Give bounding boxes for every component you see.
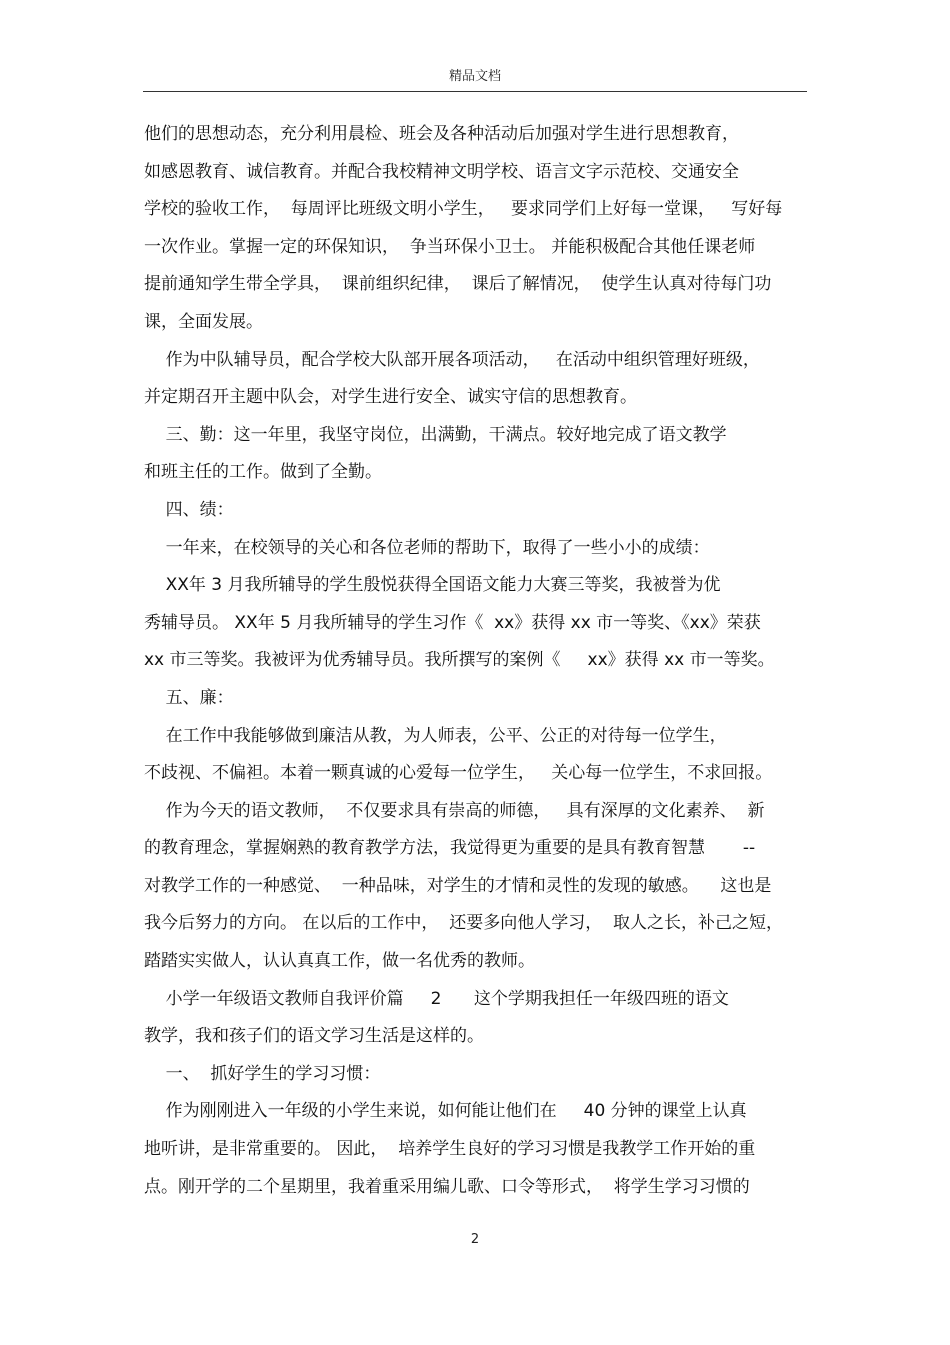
text-line: 点。刚开学的二个星期里，我着重采用编儿歌、口令等形式， 将学生学习习惯的 (144, 1176, 750, 1197)
text-line: 不歧视、不偏袒。本着一颗真诚的心爱每一位学生， 关心每一位学生，不求回报。 (144, 763, 773, 784)
text-line: 我今后努力的方向。 在以后的工作中， 还要多向他人学习， 取人之长，补己之短， (144, 913, 784, 934)
section-heading: 四、绩： (144, 499, 234, 520)
text-line: xx 市三等奖。我被评为优秀辅导员。我所撰写的案例《 xx》获得 xx 市一等奖。 (144, 650, 775, 671)
text-line: 一年来，在校领导的关心和各位老师的帮助下，取得了一些小小的成绩： (144, 537, 710, 558)
document-body (144, 116, 808, 1206)
text-line: 作为今天的语文教师， 不仅要求具有崇高的师德， 具有深厚的文化素养、 新 (144, 800, 765, 821)
text-line: 对教学工作的一种感觉、 一种品味，对学生的才情和灵性的发现的敏感。 这也是 (144, 875, 772, 896)
section-heading: 一、 抓好学生的学习习惯： (144, 1063, 381, 1084)
text-line: 在工作中我能够做到廉洁从教，为人师表，公平、公正的对待每一位学生， (144, 725, 727, 746)
text-line: 的教育理念，掌握娴熟的教育教学方法，我觉得更为重要的是具有教育智慧 -- (144, 838, 756, 859)
text-line: 和班主任的工作。做到了全勤。 (144, 462, 382, 483)
page-header: 精品文档 (448, 69, 501, 84)
text-line: 秀辅导员。 XX年 5 月我所辅导的学生习作《 xx》获得 xx 市一等奖、《xx》荣获 (144, 612, 761, 633)
section-heading: 五、廉： (144, 687, 234, 708)
text-line: 提前通知学生带全学具， 课前组织纪律， 课后了解情况， 使学生认真对待每门功 (144, 274, 772, 295)
page-number: 2 (470, 1232, 480, 1247)
text-line: 踏踏实实做人，认认真真工作，做一名优秀的教师。 (144, 951, 535, 972)
text-line: 学校的验收工作， 每周评比班级文明小学生， 要求同学们上好每一堂课， 写好每 (144, 199, 783, 220)
text-line: 一次作业。掌握一定的环保知识， 争当环保小卫士。 并能积极配合其他任课老师 (144, 236, 756, 257)
text-line: 课，全面发展。 (144, 311, 263, 332)
text-line: 作为中队辅导员，配合学校大队部开展各项活动， 在活动中组织管理好班级， (144, 349, 760, 370)
text-line: 地听讲，是非常重要的。 因此， 培养学生良好的学习习惯是我教学工作开始的重 (144, 1139, 756, 1160)
text-line: 教学，我和孩子们的语文学习生活是这样的。 (144, 1026, 484, 1047)
text-line: XX年 3 月我所辅导的学生殷悦获得全国语文能力大赛三等奖，我被誉为优 (144, 575, 721, 596)
text-line: 作为刚刚进入一年级的小学生来说，如何能让他们在 40 分钟的课堂上认真 (144, 1101, 747, 1122)
text-line: 他们的思想动态，充分利用晨检、班会及各种活动后加强对学生进行思想教育， (144, 124, 739, 144)
text-line: 三、勤：这一年里，我坚守岗位，出满勤，干满点。较好地完成了语文教学 (144, 424, 727, 445)
text-line: 并定期召开主题中队会，对学生进行安全、诚实守信的思想教育。 (144, 387, 637, 408)
text-line: 如感恩教育、诚信教育。并配合我校精神文明学校、语言文字示范校、交通安全 (144, 161, 739, 182)
header-divider (143, 91, 807, 92)
text-line: 小学一年级语文教师自我评价篇 2 这个学期我担任一年级四班的语文 (144, 988, 729, 1009)
